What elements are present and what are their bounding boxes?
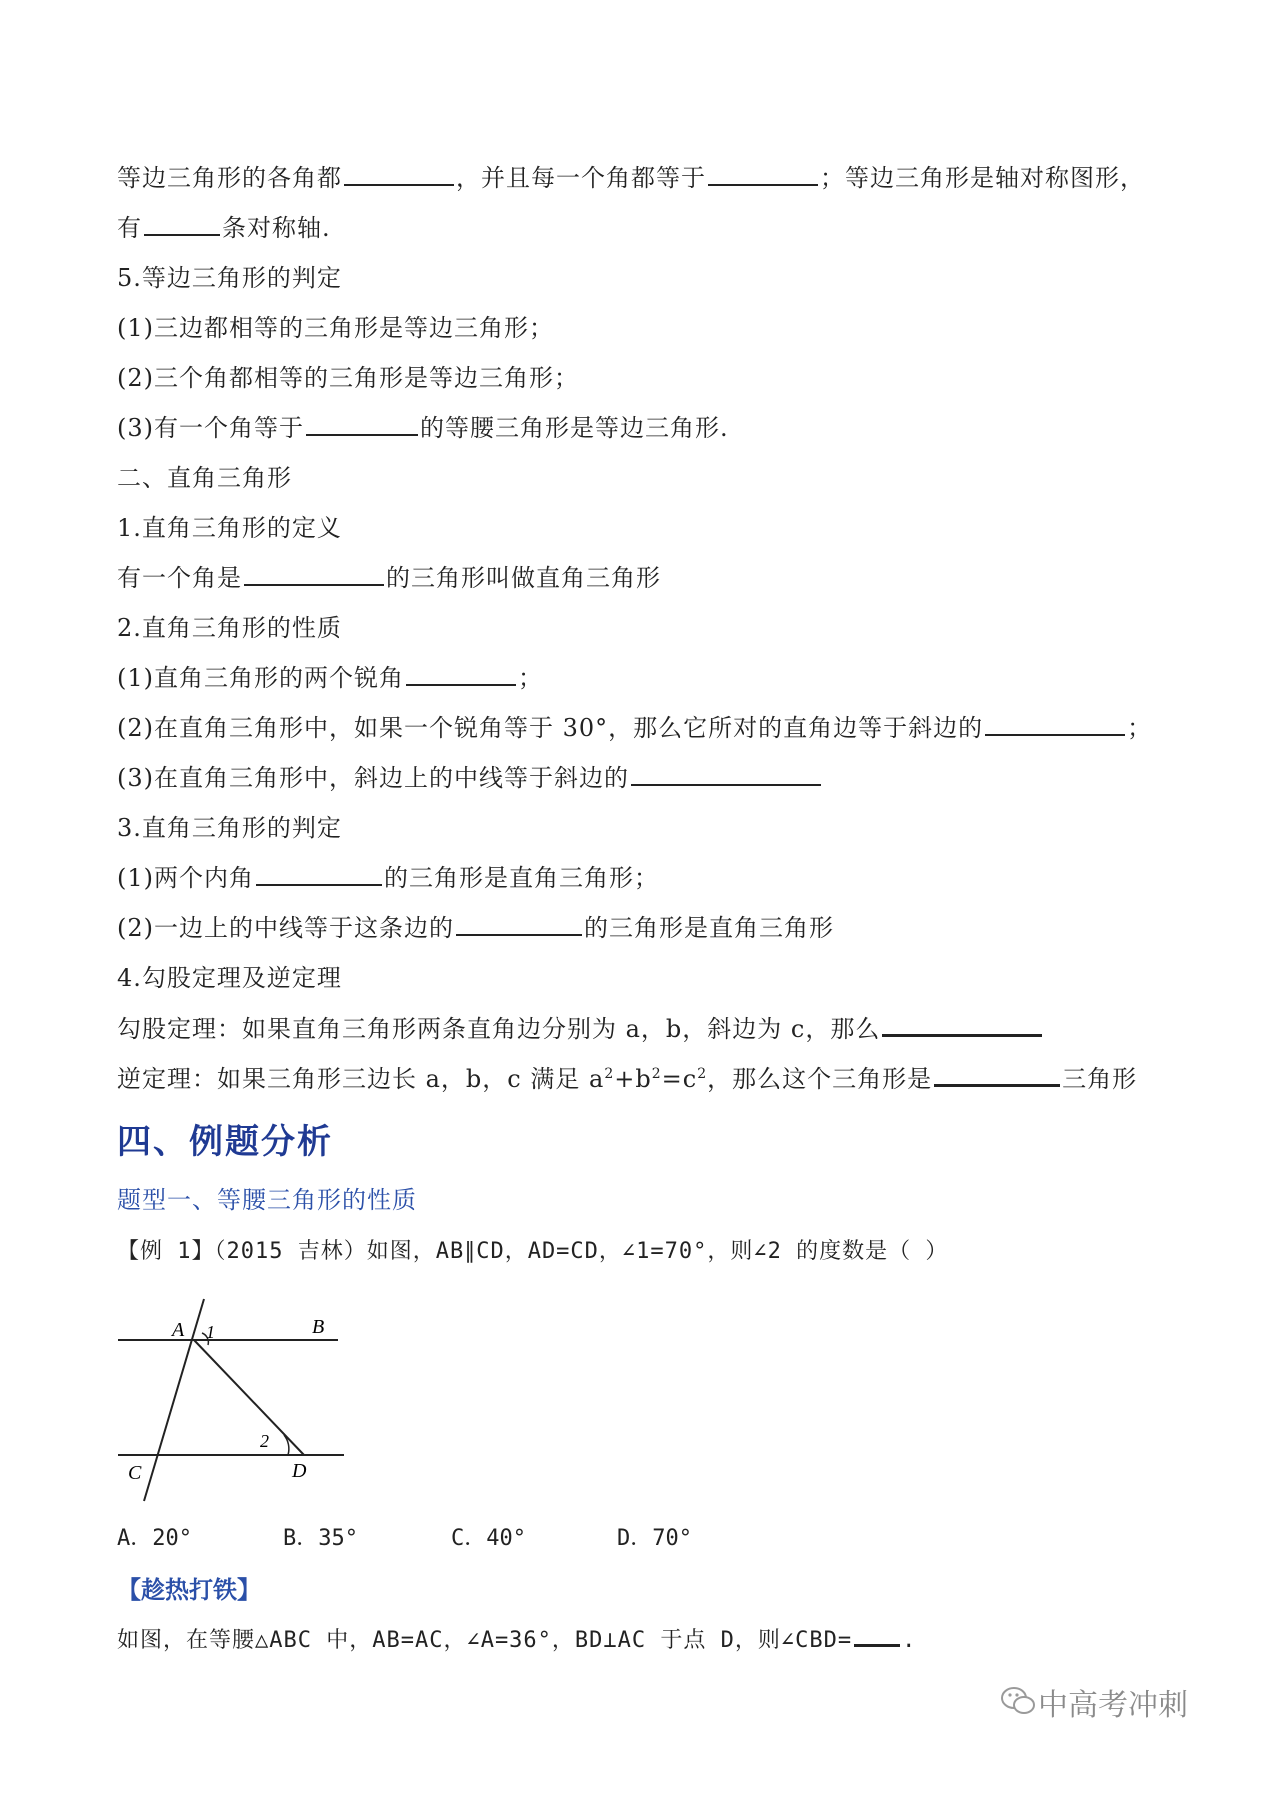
text-segment: ，并且每一个角都等于 <box>456 164 706 192</box>
text-segment: ，那么这个三角形是 <box>707 1065 933 1093</box>
pythagorean-theorem <box>117 1012 1044 1045</box>
text-segment: 勾股定理：如果直角三角形两条直角边分别为 a，b，斜边为 c，那么 <box>117 1015 881 1043</box>
text-segment: 的等腰三角形是等边三角形. <box>420 414 729 442</box>
text-segment: ；等边三角形是轴对称图形， <box>820 164 1145 192</box>
equilateral-properties-line <box>117 162 1145 194</box>
answer-blank[interactable] <box>406 662 516 686</box>
text-segment: . <box>902 1628 917 1653</box>
text-segment: 等边三角形的各角都 <box>117 164 342 192</box>
subheading-pythagoras: 4.勾股定理及逆定理 <box>117 964 342 992</box>
label-c: C <box>128 1462 142 1484</box>
text-segment: (2)在直角三角形中，如果一个锐角等于 30°，那么它所对的直角边等于斜边的 <box>117 714 984 742</box>
exponent: 2 <box>651 1066 662 1082</box>
text-segment: ； <box>1127 714 1153 742</box>
practice-title: 【趁热打铁】 <box>117 1576 261 1604</box>
label-d: D <box>292 1460 307 1482</box>
answer-blank[interactable] <box>882 1012 1042 1037</box>
wechat-icon <box>1000 1686 1036 1716</box>
text-segment: (3)有一个角等于 <box>117 414 304 442</box>
answer-blank[interactable] <box>631 762 821 786</box>
choice-d[interactable]: D．70° <box>617 1526 692 1551</box>
answer-blank[interactable] <box>934 1062 1060 1087</box>
choice-a[interactable]: A．20° <box>117 1526 192 1551</box>
criterion-3 <box>117 412 729 444</box>
text-segment: +b <box>614 1065 652 1093</box>
label-a: A <box>172 1319 185 1341</box>
criterion-1: (1)三边都相等的三角形是等边三角形； <box>117 314 554 342</box>
answer-blank[interactable] <box>344 162 454 186</box>
answer-blank[interactable] <box>244 562 384 586</box>
practice-question <box>117 1622 916 1657</box>
right-criterion-1 <box>117 862 659 894</box>
answer-blank[interactable] <box>456 912 582 936</box>
section-title: 四、例题分析 <box>117 1122 333 1162</box>
answer-blank[interactable] <box>854 1622 900 1647</box>
text-segment: ； <box>518 664 543 692</box>
converse-theorem <box>117 1062 1137 1095</box>
answer-blank[interactable] <box>985 712 1125 736</box>
criterion-2: (2)三个角都相等的三角形是等边三角形； <box>117 364 579 392</box>
subheading-criteria: 3.直角三角形的判定 <box>117 814 342 842</box>
exponent: 2 <box>604 1066 615 1082</box>
question-type-title: 题型一、等腰三角形的性质 <box>117 1186 417 1214</box>
answer-blank[interactable] <box>144 212 220 236</box>
text-segment: 有一个角是 <box>117 564 242 592</box>
text-segment: (1)两个内角 <box>117 864 254 892</box>
property-3 <box>117 762 823 794</box>
subheading-equilateral-criteria: 5.等边三角形的判定 <box>117 264 342 292</box>
text-segment: (3)在直角三角形中，斜边上的中线等于斜边的 <box>117 764 629 792</box>
text-segment: 条对称轴. <box>222 214 331 242</box>
property-2 <box>117 712 1152 744</box>
text-segment: 的三角形叫做直角三角形 <box>386 564 661 592</box>
definition-line <box>117 562 661 594</box>
choice-b[interactable]: B．35° <box>283 1526 358 1551</box>
text-segment: =c <box>661 1065 698 1093</box>
text-segment: 三角形 <box>1062 1065 1138 1093</box>
answer-blank[interactable] <box>306 412 418 436</box>
answer-blank[interactable] <box>256 862 382 886</box>
text-segment: (2)一边上的中线等于这条边的 <box>117 914 454 942</box>
text-segment: 逆定理：如果三角形三边长 a，b，c 满足 a <box>117 1065 605 1093</box>
text-segment: (1)直角三角形的两个锐角 <box>117 664 404 692</box>
parallel-lines-figure <box>112 1295 352 1515</box>
answer-blank[interactable] <box>708 162 818 186</box>
label-2: 2 <box>260 1431 269 1451</box>
property-1 <box>117 662 543 694</box>
text-segment: 的三角形是直角三角形； <box>384 864 659 892</box>
text-segment: 有 <box>117 214 142 242</box>
watermark: 中高考冲刺 <box>1038 1688 1188 1723</box>
choice-c[interactable]: C．40° <box>451 1526 526 1551</box>
heading-right-triangle: 二、直角三角形 <box>117 464 292 492</box>
symmetry-axes-line <box>117 212 331 244</box>
text-segment: 的三角形是直角三角形 <box>584 914 834 942</box>
right-criterion-2 <box>117 912 834 944</box>
segment-ad <box>194 1340 304 1455</box>
exponent: 2 <box>697 1066 708 1082</box>
subheading-properties: 2.直角三角形的性质 <box>117 614 342 642</box>
label-1: 1 <box>206 1322 215 1342</box>
text-segment: 如图，在等腰△ABC 中，AB=AC，∠A=36°，BD⊥AC 于点 D，则∠CBD= <box>117 1628 853 1653</box>
subheading-definition: 1.直角三角形的定义 <box>117 514 342 542</box>
label-b: B <box>312 1316 325 1338</box>
example-1-question: 【例 1】（2015 吉林）如图，AB∥CD，AD=CD，∠1=70°，则∠2 的度数是（ ） <box>117 1239 949 1264</box>
